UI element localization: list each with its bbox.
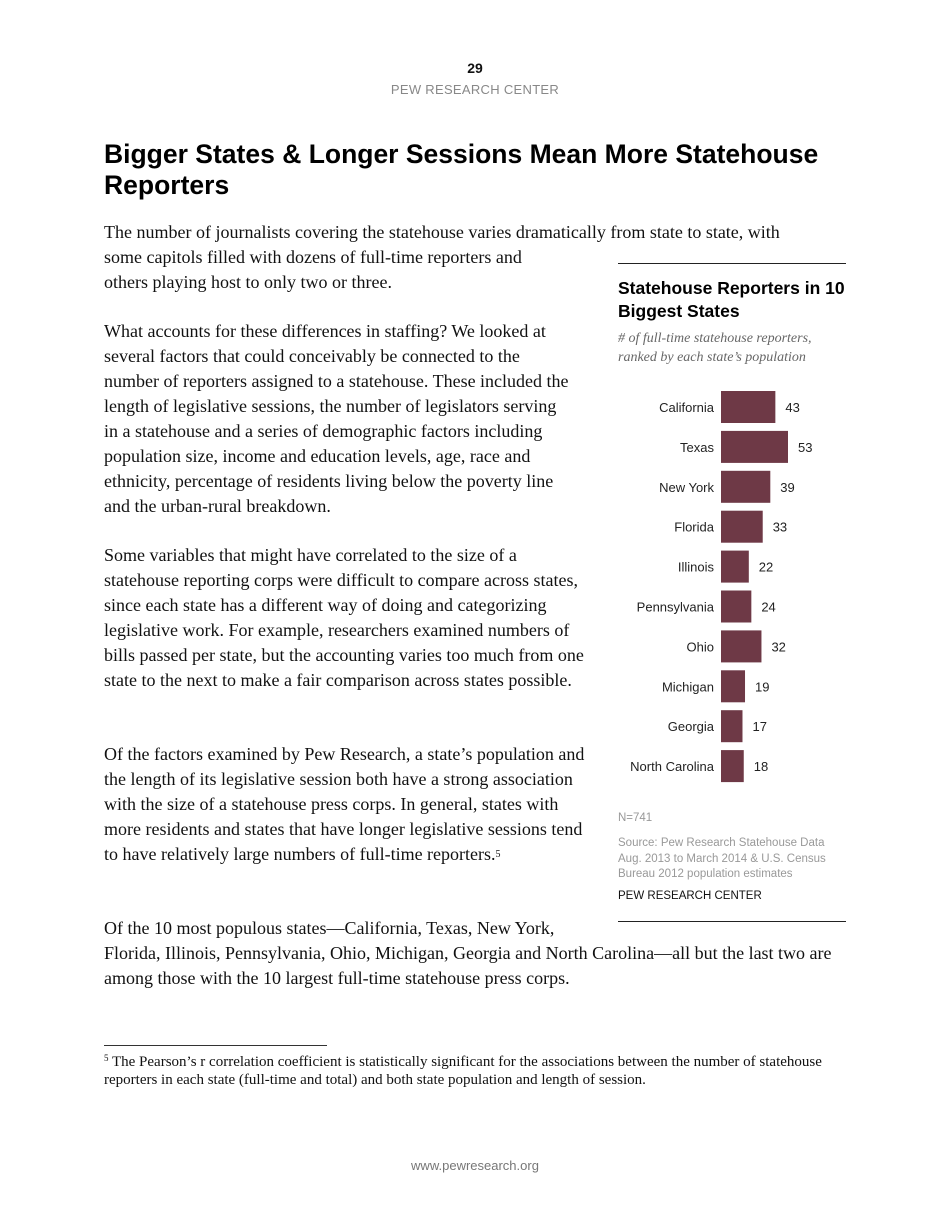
footnote-text: The Pearson’s r correlation coefficient is statistically significant for the associations between the number of statehouse reporters in each state (full-time and total) and both state population and length of session. bbox=[104, 1054, 822, 1088]
paragraph-2: What accounts for these differences in staffing? We looked at several factors that could conceivably be connected to the number of reporters assigned to a statehouse. These included the length of legislative sessions, the number of legislators serving in a statehouse and a series of demographic factors including population size, income and education levels, age, race and ethnicity, percentage of residents living below the poverty line and the urban-rural breakdown. bbox=[104, 321, 569, 516]
paragraph-1-line-1: The number of journalists covering the statehouse varies dramatically from state to state, with bbox=[104, 222, 780, 242]
category-label: California bbox=[659, 400, 714, 415]
footnote-marker: 5 bbox=[104, 1053, 109, 1063]
sidebar-top-rule bbox=[618, 263, 846, 264]
bar bbox=[721, 431, 788, 463]
value-label: 18 bbox=[753, 759, 769, 775]
bar-chart bbox=[600, 385, 840, 785]
chart-credit: PEW RESEARCH CENTER bbox=[618, 890, 762, 902]
bar bbox=[721, 391, 775, 423]
value-label: 32 bbox=[771, 639, 786, 655]
page-number: 29 bbox=[467, 60, 483, 76]
value-label: 39 bbox=[780, 479, 795, 495]
paragraph-5 bbox=[104, 916, 844, 991]
bar bbox=[721, 750, 744, 782]
value-label: 33 bbox=[772, 519, 788, 535]
organization-header: PEW RESEARCH CENTER bbox=[390, 82, 560, 97]
site-url[interactable]: www.pewresearch.org bbox=[411, 1158, 539, 1173]
bar bbox=[721, 471, 770, 503]
bar bbox=[721, 630, 761, 662]
value-label: 43 bbox=[785, 400, 800, 415]
chart-title: Statehouse Reporters in 10 Biggest States bbox=[618, 278, 845, 321]
paragraph-4-text: Of the factors examined by Pew Research, a state’s population and the length of its legislative session both have a strong association with the size of a statehouse press corps. In general, states with more residents and states that have longer legislative sessions tend to have relatively large numbers of full-time reporters. bbox=[104, 744, 585, 864]
sidebar-bottom-rule bbox=[618, 921, 846, 922]
chart-subtitle: # of full-time statehouse reporters, ranked by each state’s population bbox=[618, 331, 812, 365]
page-title: Bigger States & Longer Sessions Mean More Statehouse Reporters bbox=[104, 139, 819, 200]
source-note: Source: Pew Research Statehouse Data Aug. 2013 to March 2014 & U.S. Census Bureau 2012 population estimates bbox=[618, 837, 826, 880]
footnote bbox=[104, 1053, 844, 1089]
value-label: 24 bbox=[761, 599, 776, 615]
category-label: Florida bbox=[674, 519, 714, 535]
category-label: Texas bbox=[680, 439, 714, 455]
category-label: New York bbox=[659, 479, 714, 495]
category-label: Pennsylvania bbox=[636, 599, 714, 615]
category-label: Illinois bbox=[677, 559, 714, 575]
paragraph-5-line-1: Of the 10 most populous states—California, Texas, New York, bbox=[104, 918, 555, 938]
sample-size-note: N=741 bbox=[618, 812, 653, 824]
value-label: 19 bbox=[755, 679, 770, 695]
value-label: 17 bbox=[752, 719, 767, 735]
footnote-reference[interactable]: 5 bbox=[495, 849, 501, 860]
category-label: Georgia bbox=[667, 719, 714, 735]
footnote-rule bbox=[104, 1045, 327, 1046]
bar bbox=[721, 591, 751, 623]
paragraph-4 bbox=[104, 742, 586, 867]
bar bbox=[721, 511, 763, 543]
paragraph-1-continuation: some capitols filled with dozens of full-time reporters and others playing host to only two or three. bbox=[104, 247, 522, 292]
paragraph-3: Some variables that might have correlated to the size of a statehouse reporting corps were difficult to compare across states, since each state has a different way of doing and categorizing legislative work. For example, researchers examined numbers of bills passed per state, but the accounting varies too much from one state to the next to make a fair comparison across states possible. bbox=[104, 545, 584, 690]
bar bbox=[721, 670, 745, 702]
paragraph-5-continuation: Florida, Illinois, Pennsylvania, Ohio, Michigan, Georgia and North Carolina—all but the last two are among those with the 10 largest full-time statehouse press corps. bbox=[104, 943, 832, 988]
category-label: Ohio bbox=[686, 639, 714, 655]
bar bbox=[721, 551, 749, 583]
value-label: 53 bbox=[798, 439, 813, 455]
category-label: Michigan bbox=[661, 679, 714, 695]
bar bbox=[721, 710, 742, 742]
value-label: 22 bbox=[758, 559, 774, 575]
category-label: North Carolina bbox=[630, 759, 714, 775]
